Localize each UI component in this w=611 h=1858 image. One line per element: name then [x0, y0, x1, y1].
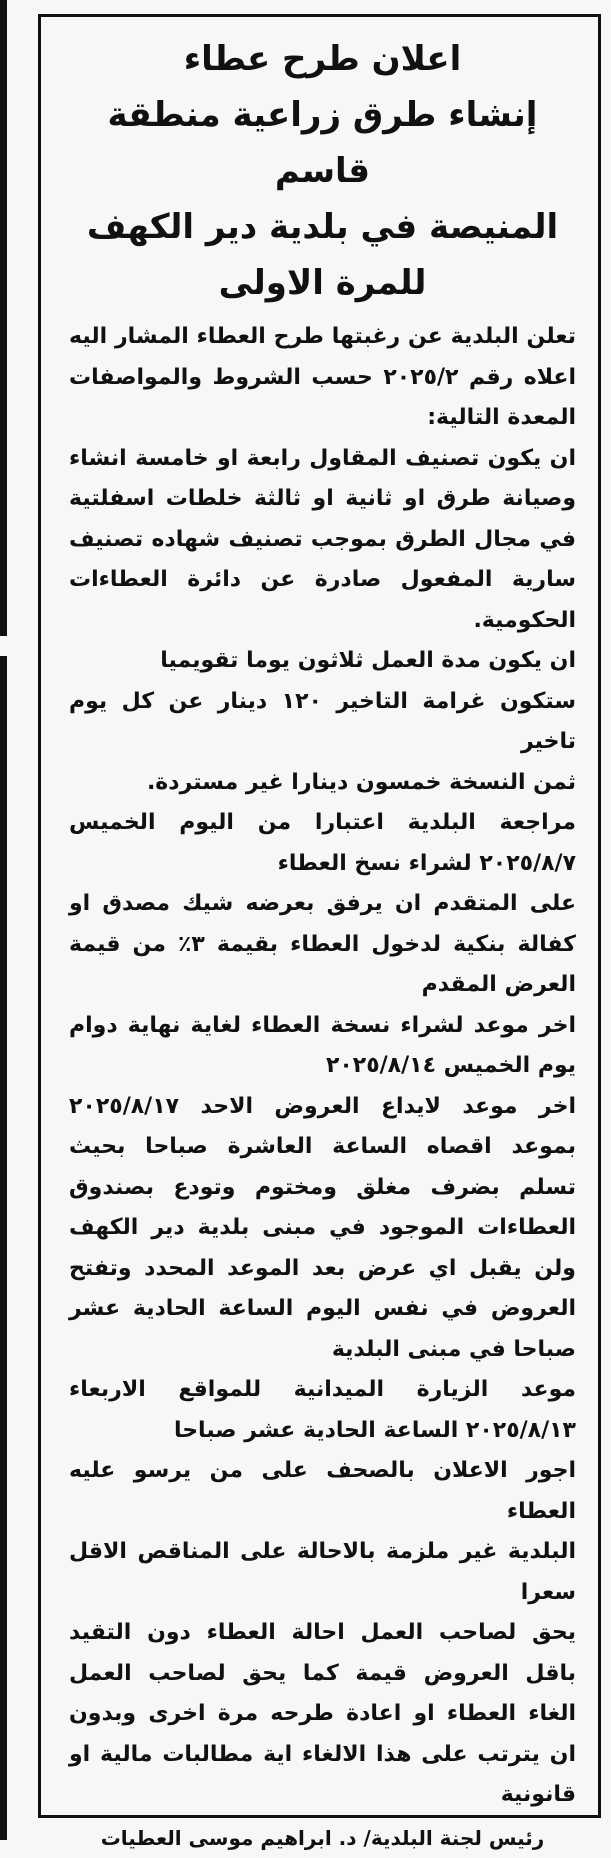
- copy-price: ثمن النسخة خمسون دينارا غير مستردة.: [146, 769, 576, 795]
- tender-notice-box: [38, 14, 601, 1850]
- column-divider-bottom: [0, 656, 7, 1840]
- title-line: اعلان طرح عطاء: [183, 39, 462, 79]
- work-duration: ان يكون مدة العمل ثلاثون يوما تقويميا: [160, 648, 576, 673]
- purchase-deadline: اخر موعد لشراء نسخة العطاء لغاية نهاية دوام يوم الخميس ٢٠٢٥/٨/١٤: [69, 1012, 576, 1078]
- submission-deadline: اخر موعد لايداع العروض الاحد ٢٠٢٥/٨/١٧ بموعد اقصاه الساعة العاشرة صباحا بحيث تسلم بضرف مغلق ومختوم وتودع بصندوق العطاءات الموجود في مبنى بلدية دير الكهف ولن يقبل اي عرض بعد الموعد المحدد وتفتح العروض في نفس اليوم الساعة الحادية عشر صباحا في مبنى البلدية: [69, 1093, 576, 1362]
- title-line: المنيصة في بلدية دير الكهف: [86, 207, 559, 247]
- contractor-classification: ان يكون تصنيف المقاول رابعة او خامسة انشاء وصيانة طرق او ثانية او ثالثة خلطات اسفلتية في مجال الطرق بموجب تصنيف شهاده تصنيف سارية المفعول صادرة عن دائرة العطاءات الحكومية.: [69, 445, 576, 633]
- ad-fees: اجور الاعلان بالصحف على من يرسو عليه العطاء: [69, 1458, 576, 1524]
- site-visit: موعد الزيارة الميدانية للمواقع الاربعاء ٢٠٢٥/٨/١٣ الساعة الحادية عشر صباحا: [69, 1377, 576, 1443]
- title-line: إنشاء طرق زراعية منطقة قاسم: [107, 95, 538, 191]
- title-line: للمرة الاولى: [218, 263, 427, 303]
- signature-line: رئيس لجنة البلدية/ د. ابراهيم موسى العطيات: [100, 1825, 545, 1850]
- purchase-start: مراجعة البلدية اعتبارا من اليوم الخميس ٢٠٢٥/٨/٧ لشراء نسخ العطاء: [69, 810, 576, 876]
- delay-penalty: ستكون غرامة التاخير ١٢٠ دينار عن كل يوم تاخير: [69, 688, 577, 754]
- intro-paragraph: تعلن البلدية عن رغبتها طرح العطاء المشار اليه اعلاه رقم ٢٠٢٥/٢ حسب الشروط والمواصفات المعدة التالية:: [69, 324, 576, 430]
- notice-body: [69, 317, 576, 1858]
- bid-guarantee: على المتقدم ان يرفق بعرضه شيك مصدق او كفالة بنكية لدخول العطاء بقيمة ٣٪ من قيمة العرض المقدم: [69, 891, 576, 997]
- owner-rights: يحق لصاحب العمل احالة العطاء دون التقيد باقل العروض قيمة كما يحق لصاحب العمل الغاء العطاء او اعادة طرحه مرة اخرى وبدون ان يترتب على هذا الالغاء اية مطالبات مالية او قانونية: [69, 1620, 576, 1807]
- not-bound-clause: البلدية غير ملزمة بالاحالة على المناقص الاقل سعرا: [69, 1539, 576, 1605]
- notice-title: [69, 31, 576, 311]
- column-divider-top: [0, 0, 7, 636]
